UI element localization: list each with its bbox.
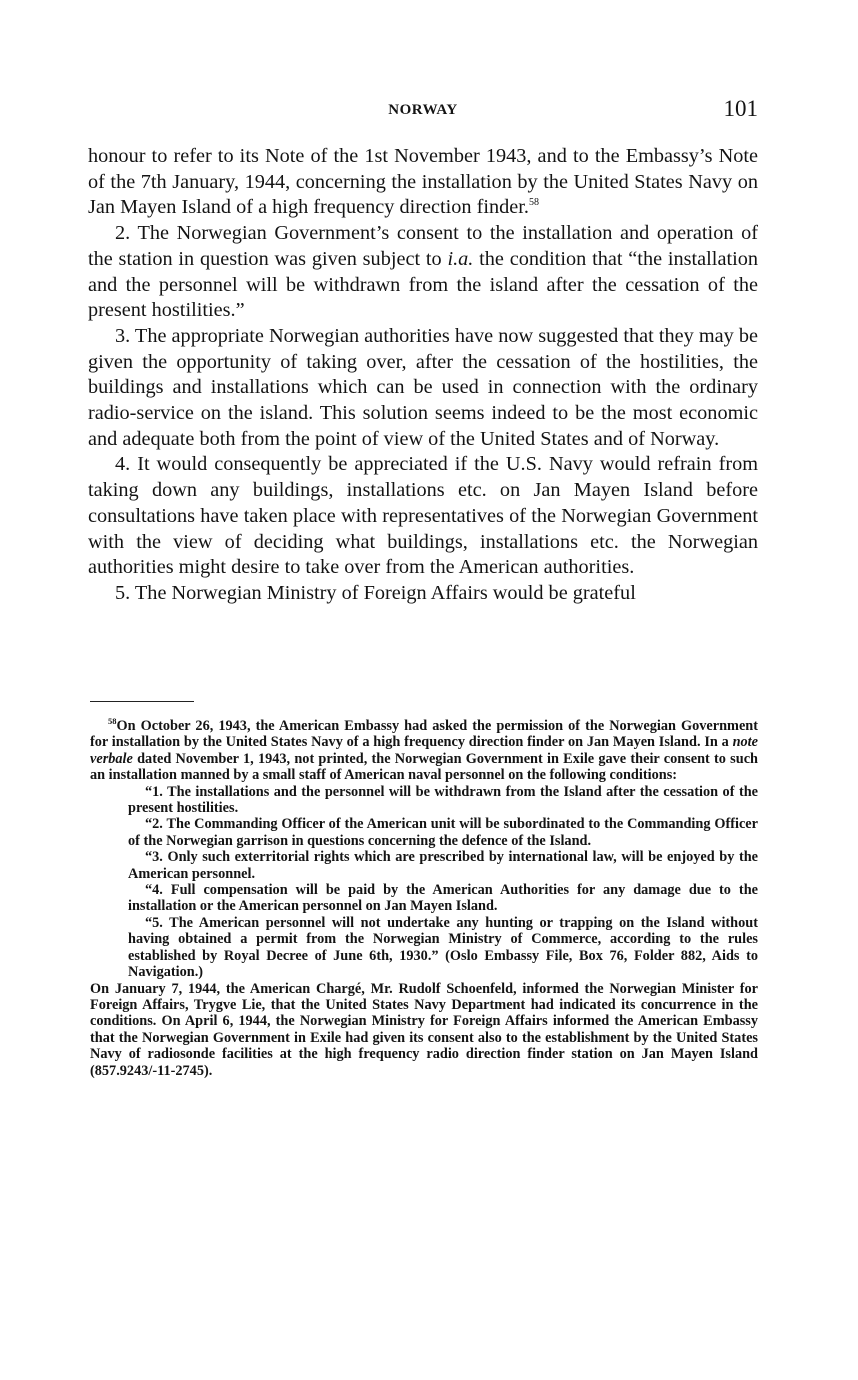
footnote-intro: [90, 718, 758, 784]
footnote-condition-1: “1. The installations and the personnel will be withdrawn from the Island after the cessation of the present hostilities.: [128, 783, 758, 817]
paragraph-2: [88, 221, 758, 324]
footnote-condition-2: “2. The Commanding Officer of the American unit will be subordinated to the Commanding Officer of the Norwegian garrison in questions concerning the defence of the Island.: [128, 816, 758, 849]
footnote-58: [90, 718, 758, 1079]
footnote-reference: 58: [528, 197, 539, 209]
footnote-marker: 58: [108, 716, 117, 727]
footnote-intro-after: dated November 1, 1943, not printed, the Norwegian Government in Exile gave their consent to such an installation manned by a small staff of American naval personnel on the following conditions:: [90, 750, 758, 784]
paragraph-2-italic: i.a.: [447, 247, 474, 270]
footnote-intro-italic: note verbale: [90, 734, 758, 767]
footnote-divider: [90, 701, 194, 702]
footnote-condition-5: “5. The American personnel will not undertake any hunting or trapping on the Island without having obtained a permit from the Norwegian Ministry of Commerce, according to the rules established by Royal Decree of June 6th, 1930.” (Oslo Embassy File, Box 76, Folder 882, Aids to Navigation.): [128, 914, 758, 981]
paragraph-5: 5. The Norwegian Ministry of Foreign Affairs would be grateful: [115, 581, 636, 604]
footnote-condition-3: “3. Only such exterritorial rights which are prescribed by international law, will be enjoyed by the American personnel.: [128, 849, 758, 882]
page-number: 101: [723, 96, 758, 121]
paragraph-2-text-after: the condition that “the installation and the personnel will be withdrawn from the island after the cessation of the present hostilities.”: [88, 247, 758, 322]
paragraph-1-text: honour to refer to its Note of the 1st November 1943, and to the Embassy’s Note of the 7th January, 1944, concerning the installation by the United States Navy on Jan Mayen Island of a high frequency direction finder.: [88, 145, 758, 219]
footnote-closing: On January 7, 1944, the American Chargé, Mr. Rudolf Schoenfeld, informed the Norwegian Minister for Foreign Affairs, Trygve Lie, that the United States Navy Department had indicated its concurrence in the conditions. On April 6, 1944, the Norwegian Ministry for Foreign Affairs informed the American Embassy that the Norwegian Government in Exile had given its consent also to the establishment by the United States Navy of radiosonde facilities at the high frequency radio direction finder station on Jan Mayen Island (857.9243/-11-2745).: [90, 980, 758, 1079]
running-title: NORWAY: [388, 102, 458, 118]
running-head: [88, 96, 758, 126]
body-text: [88, 144, 758, 607]
paragraph-3: 3. The appropriate Norwegian authorities have now suggested that they may be given the opportunity of taking over, after the cessation of the hostilities, the buildings and installations which can be used in connection with the ordinary radio-service on the island. This solution seems indeed to be the most economic and adequate both from the point of view of the United States and of Norway.: [88, 324, 758, 450]
footnote-condition-4: “4. Full compensation will be paid by the American Authorities for any damage due to the installation or the American personnel on Jan Mayen Island.: [128, 882, 758, 915]
paragraph-2-text-before: 2. The Norwegian Government’s consent to the installation and operation of the station in question was given subject to: [88, 222, 758, 270]
footnote-intro-before: On October 26, 1943, the American Embassy had asked the permission of the Norwegian Government for installation by the United States Navy of a high frequency direction finder on Jan Mayen Island. In a: [90, 718, 758, 751]
paragraph-1: [88, 144, 758, 221]
paragraph-4: 4. It would consequently be appreciated if the U.S. Navy would refrain from taking down any buildings, installations etc. on Jan Mayen Island before consultations have taken place with representatives of the Norwegian Government with the view of deciding what buildings, installations etc. the Norwegian authorities might desire to take over from the American authorities.: [88, 453, 758, 579]
